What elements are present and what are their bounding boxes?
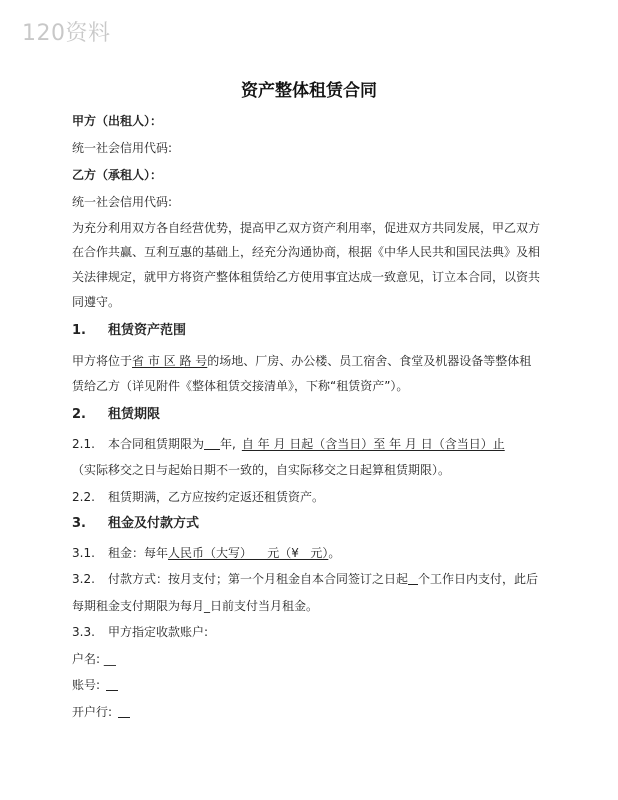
text: 付款方式：按月支付；第一个月租金自本合同签订之日起 [108, 572, 409, 586]
term-blank [204, 437, 220, 450]
account-bank [72, 705, 130, 719]
rent-blank: 人民币（大写） 元（¥ 元） [168, 546, 329, 560]
text: 账号: [72, 678, 101, 692]
clause-3-1 [72, 546, 340, 560]
text: 个工作日内支付，此后 [418, 572, 539, 586]
section-number: 3. [72, 516, 86, 531]
clause-number: 2.1. [72, 437, 95, 451]
party-a-credit-code: 统一社会信用代码: [72, 141, 173, 155]
section-title: 租金及付款方式 [108, 516, 200, 531]
section-2-heading [72, 407, 160, 423]
preamble-line: 在合作共赢、互利互惠的基础上，经充分沟通协商，根据《中华人民共和国民法典》及相 [72, 245, 541, 259]
clause-2-1-cont: （实际移交之日与起始日期不一致的，自实际移交之日起算租赁期限）。 [72, 463, 451, 477]
preamble-line: 同遵守。 [72, 295, 121, 309]
text: 租金：每年 [108, 546, 169, 560]
text: 年, [220, 437, 236, 451]
text: 。 [328, 546, 341, 560]
days-blank [408, 572, 418, 585]
account-name: 户名: __ [72, 652, 116, 666]
section-1-heading [72, 323, 186, 339]
text: 的场地、厂房、办公楼、员工宿舍、食堂及机器设备等整体租 [207, 354, 532, 368]
section-title: 租赁资产范围 [108, 323, 187, 338]
text: 租赁期满，乙方应按约定返还租赁资产。 [108, 490, 325, 504]
account-number-blank [106, 678, 118, 691]
clause-number: 3.2. [72, 572, 95, 586]
party-b-credit-code: 统一社会信用代码: [72, 195, 173, 209]
address-blank: 省 市 区 路 号 [132, 354, 208, 368]
clause-3-3 [72, 625, 208, 639]
preamble-line: 为充分利用双方各自经营优势，提高甲乙双方资产利用率，促进双方共同发展，甲乙双方 [72, 221, 541, 235]
period-blank: 自 年 月 日起（含当日）至 年 月 日（含当日）止 [241, 437, 505, 451]
clause-number: 2.2. [72, 490, 95, 504]
text: 甲方将位于 [72, 354, 133, 368]
section-1-text: 赁给乙方（详见附件《整体租赁交接清单》，下称“租赁资产”）。 [72, 379, 409, 393]
section-3-heading [72, 516, 199, 532]
watermark: 120资料 [22, 21, 111, 46]
clause-2-1 [72, 437, 505, 451]
text: 本合同租赁期限为 [108, 437, 205, 451]
account-bank-blank [118, 705, 130, 718]
clause-2-2 [72, 490, 324, 504]
section-number: 1. [72, 323, 86, 338]
party-b-label: 乙方（承租人）： [72, 168, 163, 182]
text: 开户行: [72, 705, 113, 719]
document-title: 资产整体租赁合同 [241, 81, 377, 101]
clause-number: 3.3. [72, 625, 95, 639]
clause-3-2 [72, 572, 538, 586]
section-title: 租赁期限 [108, 407, 161, 422]
clause-3-2-cont: 每期租金支付期限为每月_日前支付当月租金。 [72, 599, 319, 613]
section-number: 2. [72, 407, 86, 422]
preamble-line: 关法律规定，就甲方将资产整体租赁给乙方使用事宜达成一致意见，订立本合同，以资共 [72, 270, 541, 284]
account-number [72, 678, 118, 692]
section-1-text [72, 354, 531, 368]
clause-number: 3.1. [72, 546, 95, 560]
party-a-label: 甲方（出租人）： [72, 114, 163, 128]
text: 甲方指定收款账户: [108, 625, 209, 639]
